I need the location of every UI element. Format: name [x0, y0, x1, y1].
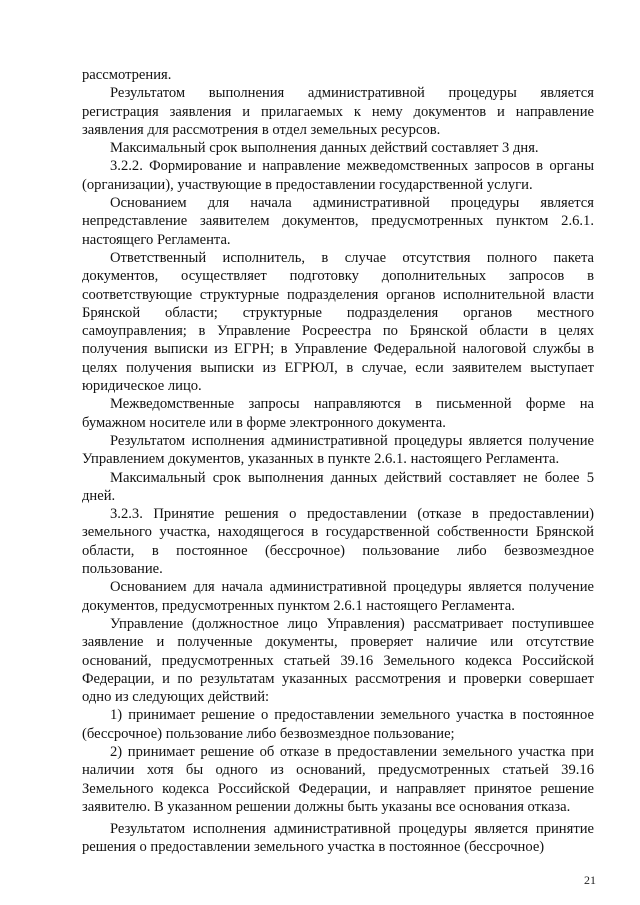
list-item-1: 1) принимает решение о предоставлении земельного участка в постоянное (бессрочное) пользование либо безвозмездное пользование; [82, 707, 594, 742]
paragraph-interagency-requests: Межведомственные запросы направляются в письменной форме на бумажном носителе или в форме электронного документа. [82, 396, 594, 431]
paragraph-result-3-2-3: Результатом исполнения административной процедуры является принятие решения о предоставлении земельного участка в постоянное (бессрочное) [82, 821, 594, 856]
section-heading-3-2-3: 3.2.3. Принятие решения о предоставлении (отказе в предоставлении) земельного участка, находящегося в государственной собственности Брянской области, в постоянное (бессрочное) пользование либо безвозмездное пользование. [82, 506, 594, 578]
paragraph-result-3-2-2: Результатом исполнения административной процедуры является получение Управлением документов, указанных в пункте 2.6.1. настоящего Регламента. [82, 432, 594, 468]
paragraph-registration-result: Результатом выполнения административной процедуры является регистрация заявления и прилагаемых к нему документов и направление заявления для рассмотрения в отдел земельных ресурсов. [82, 85, 594, 138]
paragraph-review-procedure: Управление (должностное лицо Управления) рассматривает поступившее заявление и полученные документы, проверяет наличие или отсутствие оснований, предусмотренных статьей 39.16 Земельного кодекса Российской Федерации, и по результатам указанных рассмотрения и проверки совершает одно из следующих действий: [82, 615, 594, 706]
paragraph-max-term-3-days: Максимальный срок выполнения данных действий составляет 3 дня. [110, 140, 539, 157]
paragraph-basis-3-2-3: Основанием для начала административной процедуры является получение документов, предусмотренных пунктом 2.6.1 настоящего Регламента. [82, 579, 594, 614]
paragraph-max-term-5-days: Максимальный срок выполнения данных действий составляет не более 5 дней. [82, 469, 594, 504]
document-body [82, 66, 594, 857]
paragraph-basis-3-2-2: Основанием для начала административной процедуры является непредставление заявителем документов, предусмотренных пунктом 2.6.1. настоящего Регламента. [82, 195, 594, 248]
paragraph-continuation: рассмотрения. [82, 67, 172, 83]
page-number: 21 [584, 873, 596, 887]
section-heading-3-2-2: 3.2.2. Формирование и направление межведомственных запросов в органы (организации), участвующие в предоставлении государственной услуги. [82, 158, 594, 193]
paragraph-responsible-executor: Ответственный исполнитель, в случае отсутствия полного пакета документов, осуществляет подготовку дополнительных запросов в соответствующие структурные подразделения органов исполнительной власти Брянской области; структурные подразделения органов местного самоуправления; в Управление Росреестра по Брянской области в целях получения выписки из ЕГРН; в Управление Федеральной налоговой службы в целях получения выписки из ЕГРЮЛ, в случае, если заявителем выступает юридическое лицо. [82, 249, 594, 395]
list-item-2: 2) принимает решение об отказе в предоставлении земельного участка при наличии хотя бы одного из оснований, предусмотренных статьей 39.16 Земельного кодекса Российской Федерации, и направляет принятое решение заявителю. В указанном решении должны быть указаны все основания отказа. [82, 743, 594, 815]
